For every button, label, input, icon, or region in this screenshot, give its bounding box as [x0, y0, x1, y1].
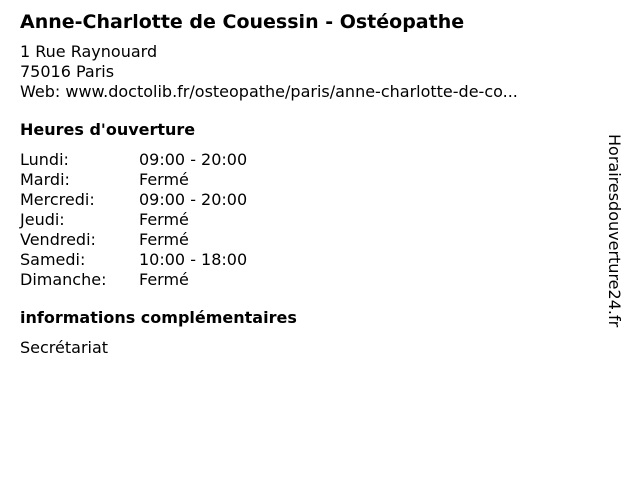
- time-value: Fermé: [139, 170, 189, 189]
- day-label: Lundi:: [20, 150, 69, 169]
- hours-row-saturday: [20, 250, 600, 270]
- day-label: Dimanche:: [20, 270, 107, 289]
- address-line-2: 75016 Paris: [20, 62, 115, 81]
- opening-hours-list: [20, 150, 600, 290]
- day-label: Mercredi:: [20, 190, 95, 209]
- opening-hours-heading: Heures d'ouverture: [20, 120, 196, 139]
- day-label: Jeudi:: [20, 210, 65, 229]
- hours-row-sunday: [20, 270, 600, 290]
- time-value: 10:00 - 18:00: [139, 250, 248, 269]
- time-value: Fermé: [139, 230, 189, 249]
- address-line-1: 1 Rue Raynouard: [20, 42, 158, 61]
- day-label: Mardi:: [20, 170, 70, 189]
- time-value: 09:00 - 20:00: [139, 190, 248, 209]
- day-label: Vendredi:: [20, 230, 96, 249]
- time-value: Fermé: [139, 210, 189, 229]
- website-link[interactable]: Web: www.doctolib.fr/osteopathe/paris/anne-charlotte-de-co...: [20, 82, 518, 101]
- site-watermark: Horairesdouverture24.fr: [605, 134, 624, 328]
- hours-row-thursday: [20, 210, 600, 230]
- business-card: [20, 10, 600, 358]
- additional-info-heading: informations complémentaires: [20, 308, 297, 327]
- hours-row-friday: [20, 230, 600, 250]
- hours-row-tuesday: [20, 170, 600, 190]
- additional-info-text: Secrétariat: [20, 338, 109, 357]
- time-value: Fermé: [139, 270, 189, 289]
- business-title: Anne-Charlotte de Couessin - Ostéopathe: [20, 11, 465, 33]
- day-label: Samedi:: [20, 250, 86, 269]
- hours-row-monday: [20, 150, 600, 170]
- hours-row-wednesday: [20, 190, 600, 210]
- time-value: 09:00 - 20:00: [139, 150, 248, 169]
